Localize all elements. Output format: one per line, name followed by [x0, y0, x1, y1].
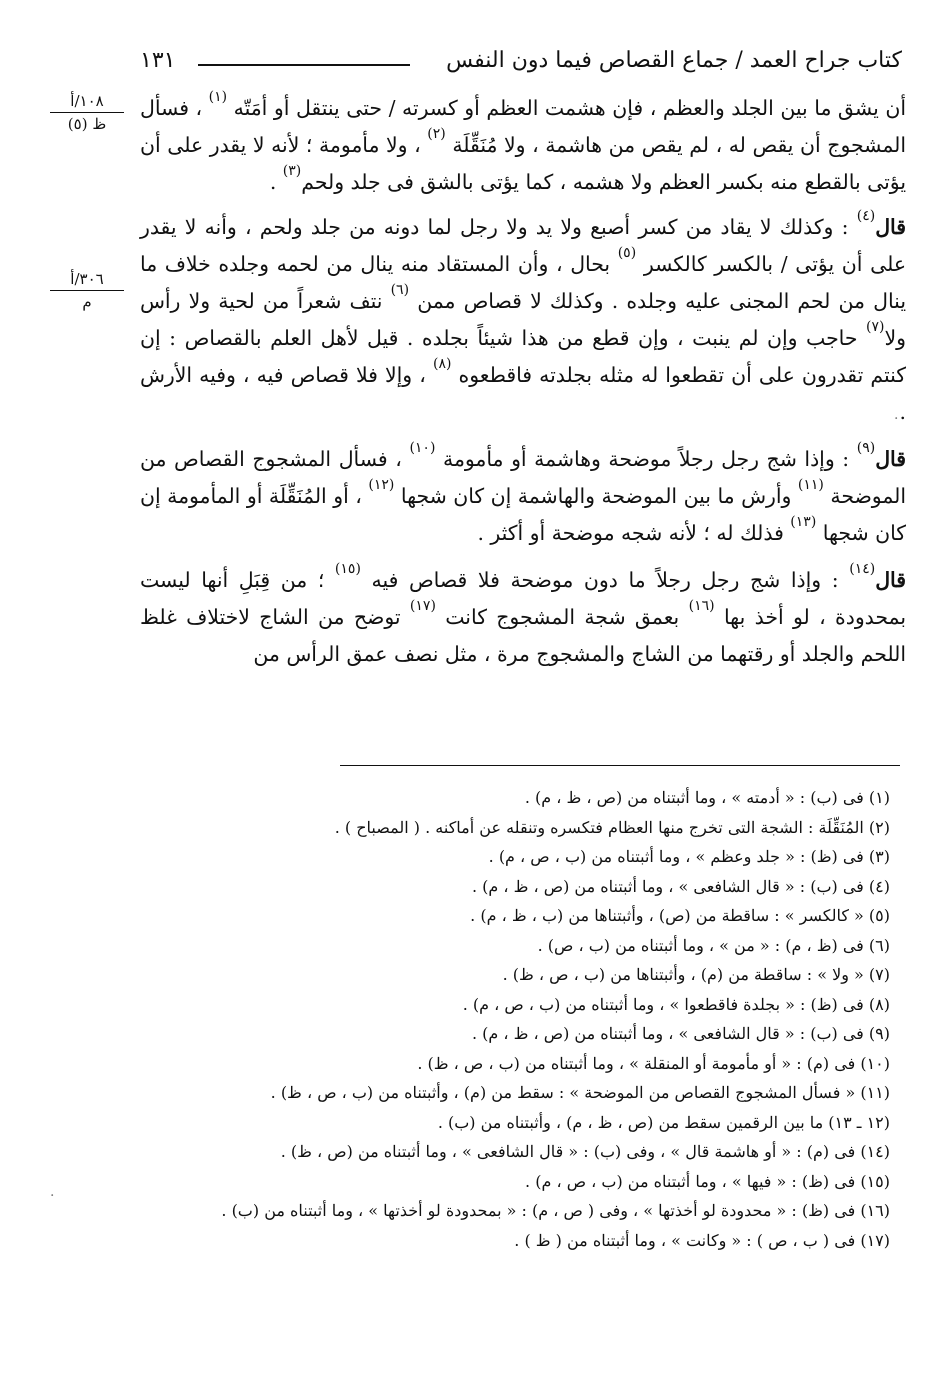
paragraph-3: [140, 441, 906, 552]
footnote-marker: (١٣): [790, 514, 817, 530]
footnote-marker: (١٧): [409, 598, 436, 614]
header-rule: [198, 64, 410, 66]
footnote: (٦) فى (ظ ، م) : « من » ، وما أثبتناه من (ب ، ص) .: [537, 935, 890, 955]
qal-label: قال: [875, 568, 906, 592]
footnote: (١٤) فى (م) : « أو هاشمة قال » ، وفى (ب) : « قال الشافعى » ، وما أثبتناه من (ص ، ظ) .: [280, 1142, 890, 1161]
running-header: [140, 44, 902, 80]
footnote: (١٧) فى ( ب ، ص ) : « وكانت » ، وما أثبتناه من ( ظ ) .: [514, 1230, 890, 1250]
main-text: [140, 90, 906, 683]
margin-mark: ·: [894, 411, 899, 427]
footnote-marker: (١٦): [688, 598, 715, 614]
footnote: (٣) فى (ظ) : « جلد وعظم » ، وما أثبتناه من (ب ، ص ، م) .: [488, 847, 890, 866]
margin-ref-2-top: ٣٠٦/أ: [50, 270, 124, 291]
footnote-marker: (١): [208, 89, 228, 105]
text-run: ، ولا مأمومة ؛ لأنه لا يقدر على أن يؤتى بالقطع منه بكسر العظم ولا هشمه ، كما يؤتى بالشق فى جلد ولحم: [140, 133, 906, 194]
text-run: توضح من الشاج لاختلاف غلظ اللحم والجلد أو رقتهما من الشاج والمشجوج مرة ، مثل نصف عمق الرأس من: [140, 605, 906, 666]
footnote-marker: (١٠): [409, 440, 436, 456]
text-run: ؛ من قِبَلِ أنها ليست بمحدودة ، لو أخذ بها: [140, 568, 906, 629]
footnote: (١٥) فى (ظ) : « فيها » ، وما أثبتناه من (ب ، ص ، م) .: [525, 1171, 890, 1191]
text-run: ، وإلا فلا قصاص فيه ، وفيه الأرش .: [140, 363, 906, 424]
margin-ref-2-bottom: م: [82, 293, 92, 311]
qal-label: قال: [875, 447, 906, 471]
page-number: ١٣١: [140, 48, 176, 73]
text-run: أن يشق ما بين الجلد والعظم ، فإن هشمت العظم أو كسرته / حتى ينتقل أو أمَتّه: [227, 96, 906, 120]
footnote-marker: (١٤): [849, 561, 876, 577]
text-run: حاجب وإن لم ينبت ، وإن قطع من هذا شيئاً بجلده . قيل لأهل العلم بالقصاص : إن كنتم تقدرون على أن تقطعوا له مثله بجلدته فاقطعوه: [140, 326, 906, 387]
text-run: : وكذلك لا يقاد من كسر أصبع ولا يد ولا رجل لما دونه من جلد ولحم ، وأنه لا يقدر على أن يؤتى / بالكسر كالكسر: [140, 215, 906, 276]
footnote: (١٦) فى (ظ) : « محدودة لو أخذتها » ، وفى ( ص ، م) : « بمحدودة لو أخذتها » ، وما أثبتناه من (ب) .: [221, 1201, 890, 1220]
qal-label: قال: [875, 215, 906, 239]
footnotes: [130, 783, 890, 1255]
footnote: (١٠) فى (م) : « أو مأمومة أو المنقلة » ، وما أثبتناه من (ب ، ص ، ظ) .: [417, 1053, 890, 1073]
text-run: بعمق شجة المشجوج كانت: [435, 605, 689, 629]
paragraph-1: [140, 90, 906, 201]
text-run: وأرش ما بين الموضحة والهاشمة إن كان شجها: [394, 484, 798, 508]
footnote-marker: (٧): [866, 319, 885, 335]
margin-ref-1: [50, 92, 124, 133]
header-title: كتاب جراح العمد / جماع القصاص فيما دون النفس: [446, 48, 902, 73]
text-run: نتف شعراً من لحية ولا رأس ولا: [140, 289, 906, 350]
footnote: (١١) « فسأل المشجوج القصاص من الموضحة » : سقط من (م) ، وأثبتناه من (ب ، ص ، ظ) .: [270, 1083, 890, 1102]
margin-mark: ·: [50, 1188, 55, 1204]
text-run: : وإذا شج رجل رجلاً ما دون موضحة فلا قصاص فيه: [360, 568, 850, 592]
footnote: (١) فى (ب) : « أدمته » ، وما أثبتناه من (ص ، ظ ، م) .: [524, 788, 890, 807]
text-run: فذلك له ؛ لأنه شجه موضحة أو أكثر .: [477, 521, 791, 545]
footnote-marker: (٣): [282, 163, 302, 179]
margin-ref-1-bottom: ظ (٥): [67, 115, 107, 133]
footnote-marker: (١١): [797, 477, 824, 493]
text-run: .: [269, 170, 283, 194]
footnote: (٧) « ولا » : ساقطة من (م) ، وأثبتناها من (ب ، ص ، ظ) .: [502, 965, 890, 984]
text-run: : وإذا شج رجل رجلاً موضحة وهاشمة أو مأمومة: [435, 447, 857, 471]
footnote: (٨) فى (ظ) : « بجلدة فاقطعوا » ، وما أثبتناه من (ب ، ص ، م) .: [462, 994, 890, 1014]
paragraph-4: [140, 562, 906, 673]
footnote-marker: (٩): [856, 440, 876, 456]
footnote-marker: (٤): [856, 208, 876, 224]
text-run: ، أو المُنَقِّلَة أو المأمومة إن كان شجها: [140, 484, 906, 545]
footnote: (٤) فى (ب) : « قال الشافعى » ، وما أثبتناه من (ص ، ظ ، م) .: [471, 876, 890, 896]
margin-ref-1-top: ١٠٨/أ: [50, 92, 124, 113]
footnote-marker: (٢): [427, 126, 446, 142]
footnote: (٢) المُنَقِّلَة : الشجة التى تخرج منها العظام فتكسره وتنقله عن أماكنه . ( المصباح ) .: [334, 817, 890, 837]
footnote: (١٢ ـ ١٣) ما بين الرقمين سقط من (ص ، ظ ، م) ، وأثبتناه من (ب) .: [437, 1112, 890, 1132]
text-run: ، فسأل المشجوج القصاص من الموضحة: [140, 447, 907, 508]
footnote-marker: (١٥): [334, 561, 361, 577]
footnote-marker: (٥): [617, 245, 637, 261]
paragraph-2: [140, 209, 906, 431]
text-run: ، فسأل المشجوج أن يقص له ، لم يقص من هاشمة ، ولا مُنَقِّلَة: [140, 96, 906, 157]
text-run: بحال ، وأن المستقاد منه ينال من لحمه وجلده خلاف ما ينال من لحم المجنى عليه وجلده . وكذلك لا قصاص ممن: [140, 252, 907, 313]
footnote-marker: (٦): [390, 282, 410, 298]
footnote-separator: [340, 765, 900, 766]
margin-ref-2: [50, 270, 124, 311]
footnote-marker: (١٢): [368, 477, 395, 493]
footnote-marker: (٨): [432, 356, 452, 372]
footnote: (٩) فى (ب) : « قال الشافعى » ، وما أثبتناه من (ص ، ظ ، م) .: [471, 1024, 890, 1043]
footnote: (٥) « كالكسر » : ساقطة من (ص) ، وأثبتناها من (ب ، ظ ، م) .: [470, 906, 890, 925]
